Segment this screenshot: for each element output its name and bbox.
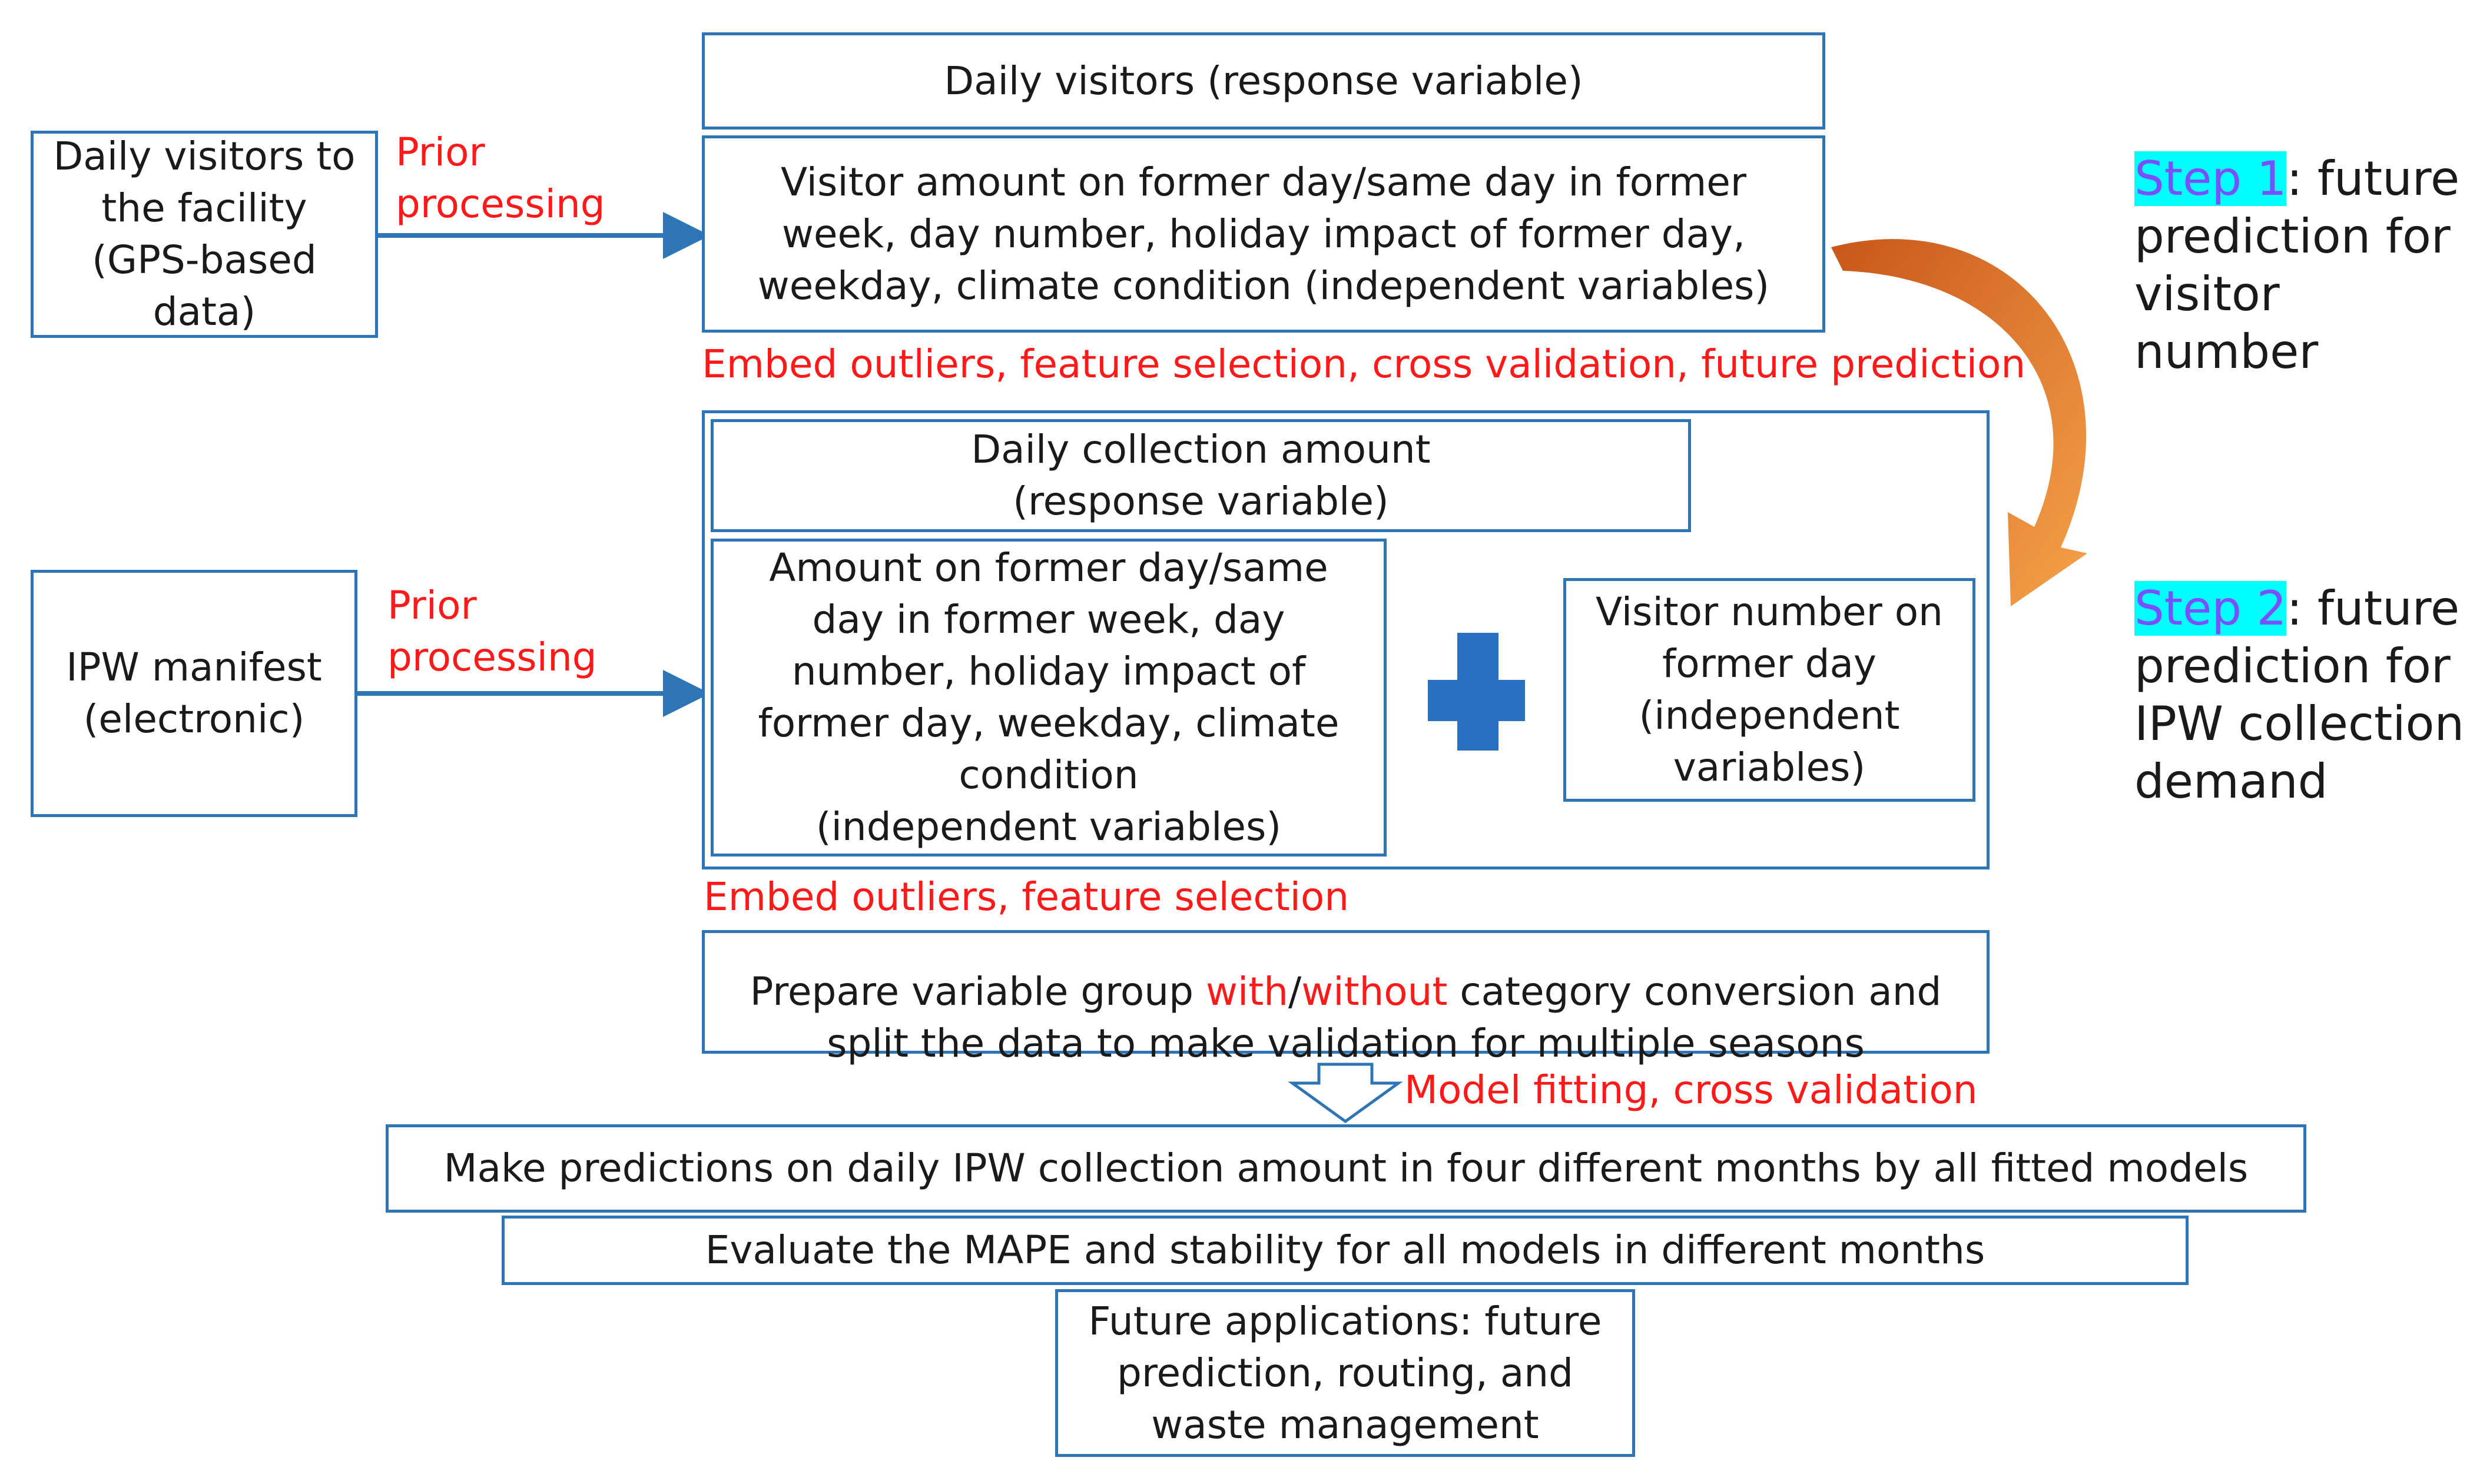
plus-icon — [1428, 633, 1525, 751]
stage2-independent-text: Amount on former day/same day in former week, day number, holiday impact of former day, weekday, climate condition (independent variables) — [758, 545, 1340, 849]
stage1-response-text: Daily visitors (response variable) — [944, 58, 1583, 104]
stage2-methods-label: Embed outliers, feature selection — [704, 874, 1350, 919]
future-text: Future applications: future prediction, routing, and waste management — [1088, 1298, 1602, 1448]
visitors-source-text: Daily visitors to the facility (GPS-based data) — [53, 134, 356, 334]
step2-tag: Step 2 — [2134, 581, 2287, 636]
prepare-part1: Prepare variable group — [750, 969, 1206, 1014]
predictions-text: Make predictions on daily IPW collection amount in four different months by all fitted models — [443, 1146, 2249, 1191]
prior-processing-label-1: Prior processing — [396, 130, 605, 227]
predictions-box — [386, 1124, 2306, 1213]
step1-annotation — [2134, 150, 2470, 381]
evaluate-text: Evaluate the MAPE and stability for all models in different months — [705, 1227, 1985, 1273]
step2-text: : future prediction for IPW collection demand — [2134, 581, 2465, 809]
prepare-line1 — [750, 914, 1942, 1018]
prior-processing-label-2: Prior processing — [387, 583, 597, 680]
prepare-box — [702, 930, 1990, 1066]
stage1-independent-text: Visitor amount on former day/same day in former week, day number, holiday impact of former day, weekday, climate condition (independent variables) — [757, 159, 1770, 308]
step2-annotation — [2134, 580, 2464, 811]
ipw-source-text: IPW manifest (electronic) — [66, 645, 322, 742]
prepare-without: without — [1301, 969, 1448, 1014]
stage2-visitor-vars-box — [1563, 578, 1975, 802]
future-box — [1055, 1289, 1635, 1457]
model-fitting-label: Model fitting, cross validation — [1404, 1067, 1978, 1113]
prepare-slash: / — [1288, 969, 1302, 1014]
prepare-part2: category conversion and — [1447, 969, 1942, 1014]
prepare-with: with — [1206, 969, 1289, 1014]
evaluate-box — [502, 1216, 2189, 1285]
prepare-line2: split the data to make validation for multiple seasons — [827, 1021, 1865, 1066]
step1-text: : future prediction for visitor number — [2134, 151, 2460, 379]
stage2-visitor-vars-text: Visitor number on former day (independent variables) — [1596, 589, 1943, 790]
step1-tag: Step 1 — [2134, 151, 2287, 206]
stage1-methods-label: Embed outliers, feature selection, cross validation, future prediction — [702, 341, 2026, 387]
stage2-response-text: Daily collection amount (response variable) — [971, 427, 1431, 524]
